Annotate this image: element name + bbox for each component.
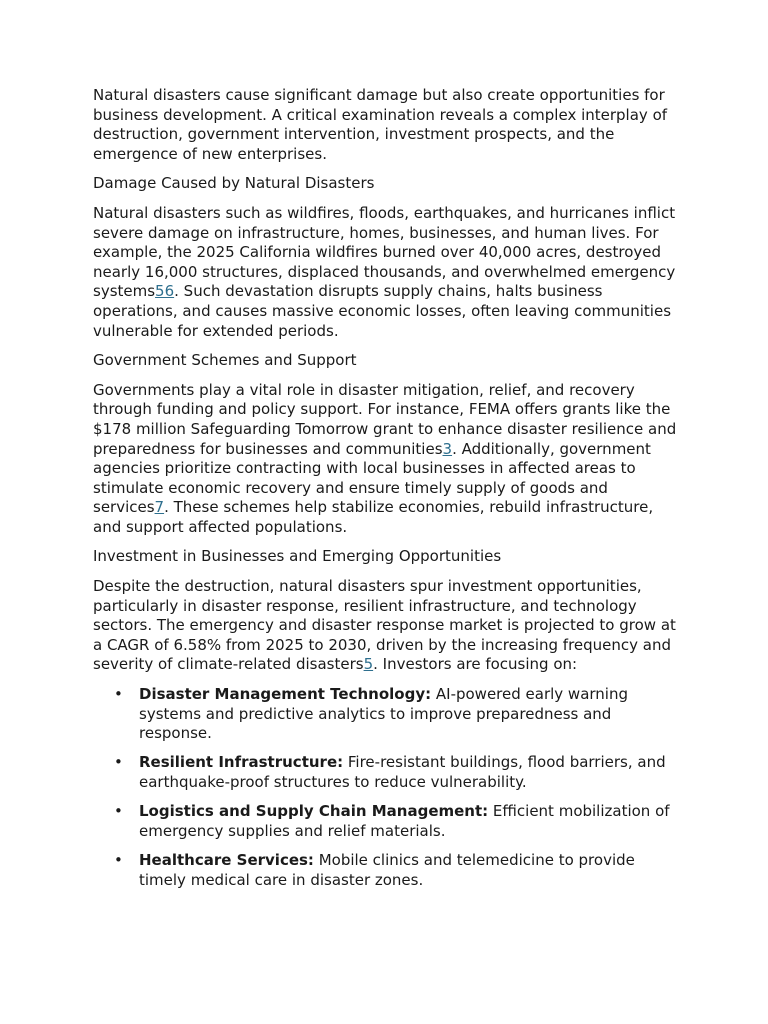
list-item-title: Healthcare Services: <box>139 850 314 869</box>
government-text-1: Governments play a vital role in disaster mitigation, relief, and recovery through funding and policy support. For instance, FEMA offers grants like the $178 million Safeguarding Tomorrow grant to enhance disaster resilience and preparedness for businesses and communities <box>93 380 677 458</box>
damage-paragraph <box>93 204 683 341</box>
investment-paragraph <box>93 577 683 675</box>
list-item-text: Fire-resistant buildings, flood barriers, and earthquake-proof structures to reduce vulnerability. <box>139 753 666 791</box>
damage-text-before: Natural disasters such as wildfires, floods, earthquakes, and hurricanes inflict severe damage on infrastructure, homes, businesses, and human lives. For example, the 2025 California wildfires burned over 40,000 acres, destroyed nearly 16,000 structures, displaced thousands, and overwhelmed emergency systems <box>93 203 676 301</box>
government-paragraph <box>93 381 683 538</box>
list-item <box>139 753 683 792</box>
citation-link-3[interactable]: 3 <box>442 439 453 458</box>
list-item-text: Mobile clinics and telemedicine to provide timely medical care in disaster zones. <box>139 850 635 889</box>
section-heading-government: Government Schemes and Support <box>93 351 357 370</box>
citation-link-7[interactable]: 7 <box>154 498 165 517</box>
investment-text-before: Despite the destruction, natural disasters spur investment opportunities, particularly in disaster response, resilient infrastructure, and technology sectors. The emergency and disaster response market is projected to grow at a CAGR of 6.58% from 2025 to 2030, driven by the increasing frequency and severity of climate-related disasters <box>93 577 676 674</box>
list-item <box>139 685 683 744</box>
document-body <box>93 86 683 900</box>
citation-link-56[interactable]: 56 <box>155 282 175 301</box>
intro-paragraph: Natural disasters cause significant damage but also create opportunities for business development. A critical examination reveals a complex interplay of destruction, government intervention, investment prospects, and the emergence of new enterprises. <box>93 86 668 163</box>
list-item-text: Efficient mobilization of emergency supplies and relief materials. <box>139 802 670 840</box>
section-heading-damage: Damage Caused by Natural Disasters <box>93 174 375 193</box>
investment-text-after: . Investors are focusing on: <box>373 655 578 674</box>
list-item-text: AI-powered early warning systems and predictive analytics to improve preparedness and response. <box>139 685 628 743</box>
section-heading-investment: Investment in Businesses and Emerging Opportunities <box>93 547 502 566</box>
citation-link-5[interactable]: 5 <box>363 655 374 674</box>
list-item <box>139 851 683 890</box>
list-item-title: Disaster Management Technology: <box>139 685 432 704</box>
investment-focus-list <box>93 685 683 890</box>
damage-text-after: . Such devastation disrupts supply chains, halts business operations, and causes massive economic losses, often leaving communities vulnerable for extended periods. <box>93 282 672 340</box>
government-text-3: . These schemes help stabilize economies, rebuild infrastructure, and support affected populations. <box>93 498 654 536</box>
list-item-title: Resilient Infrastructure: <box>139 753 344 772</box>
list-item <box>139 802 683 841</box>
government-text-2: . Additionally, government agencies prioritize contracting with local businesses in affected areas to stimulate economic recovery and ensure timely supply of goods and services <box>93 439 651 517</box>
list-item-title: Logistics and Supply Chain Management: <box>139 802 489 821</box>
